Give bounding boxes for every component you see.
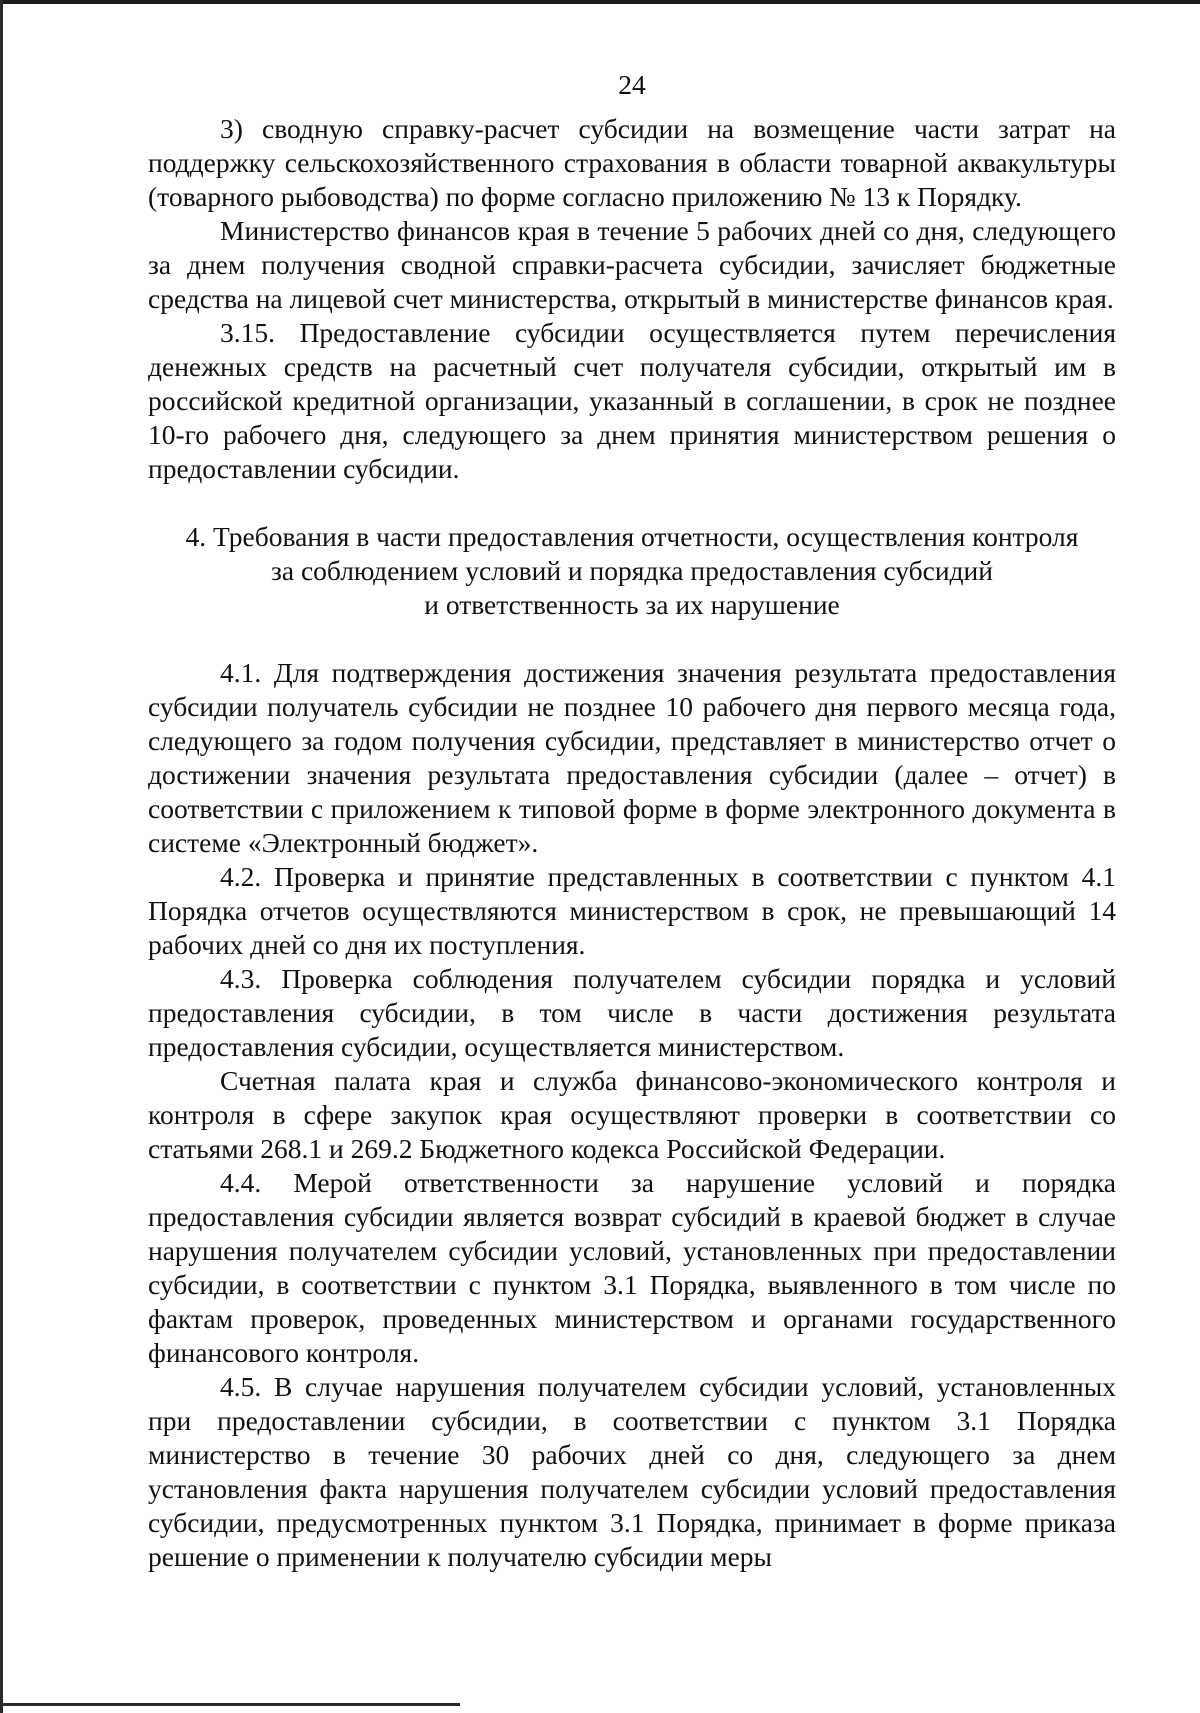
paragraph-3-3: 3) сводную справку-расчет субсидии на возмещение части затрат на поддержку сельскохозяйственного страхования в области товарной аквакультуры (товарного рыбоводства) по форме согласно приложению № 13 к Порядку.	[148, 113, 1116, 212]
paragraph-4-5: 4.5. В случае нарушения получателем субсидии условий, установленных при предоставлении субсидии, в соответствии с пунктом 3.1 Порядка министерство в течение 30 рабочих дней со дня, следующего за днем установления факта нарушения получателем субсидии условий предоставления субсидии, предусмотренных пунктом 3.1 Порядка, принимает в форме приказа решение о применении к получателю субсидии меры	[148, 1371, 1116, 1572]
section-heading-line: и ответственность за их нарушение	[424, 589, 840, 620]
section-heading-4	[148, 520, 1116, 622]
paragraph-4-4: 4.4. Мерой ответственности за нарушение условий и порядка предоставления субсидии является возврат субсидий в краевой бюджет в случае нарушения получателем субсидии условий, установленных при предоставлении субсидии, в соответствии с пунктом 3.1 Порядка, выявленного в том числе по фактам проверок, проведенных министерством и органами государственного финансового контроля.	[148, 1167, 1116, 1368]
section-heading-line: 4. Требования в части предоставления отчетности, осуществления контроля	[185, 521, 1079, 552]
paragraph-4-2: 4.2. Проверка и принятие представленных в соответствии с пунктом 4.1 Порядка отчетов осуществляются министерством в срок, не превышающий 14 рабочих дней со дня их поступления.	[148, 861, 1116, 960]
paragraph-finance-ministry: Министерство финансов края в течение 5 рабочих дней со дня, следующего за днем получения сводной справки-расчета субсидии, зачисляет бюджетные средства на лицевой счет министерства, открытый в министерстве финансов края.	[148, 215, 1116, 314]
paragraph-4-1: 4.1. Для подтверждения достижения значения результата предоставления субсидии получатель субсидии не позднее 10 рабочего дня первого месяца года, следующего за годом получения субсидии, представляет в министерство отчет о достижении значения результата предоставления субсидии (далее – отчет) в соответствии с приложением к типовой форме в форме электронного документа в системе «Электронный бюджет».	[148, 657, 1116, 858]
scan-edge-top	[0, 0, 1200, 4]
paragraph-audit-chamber: Счетная палата края и служба финансово-экономического контроля и контроля в сфере закупок края осуществляют проверки в соответствии со статьями 268.1 и 269.2 Бюджетного кодекса Российской Федерации.	[148, 1065, 1116, 1164]
page-number: 24	[618, 69, 646, 100]
paragraph-4-3: 4.3. Проверка соблюдения получателем субсидии порядка и условий предоставления субсидии, в том числе в части достижения результата предоставления субсидии, осуществляется министерством.	[148, 963, 1116, 1062]
scan-edge-left	[0, 0, 3, 1713]
scan-edge-bottom	[0, 1703, 460, 1706]
section-heading-line: за соблюдением условий и порядка предоставления субсидий	[271, 555, 993, 586]
document-page	[148, 68, 1116, 1574]
paragraph-3-15: 3.15. Предоставление субсидии осуществляется путем перечисления денежных средств на расчетный счет получателя субсидии, открытый им в российской кредитной организации, указанный в соглашении, в срок не позднее 10-го рабочего дня, следующего за днем принятия министерством решения о предоставлении субсидии.	[148, 317, 1116, 484]
